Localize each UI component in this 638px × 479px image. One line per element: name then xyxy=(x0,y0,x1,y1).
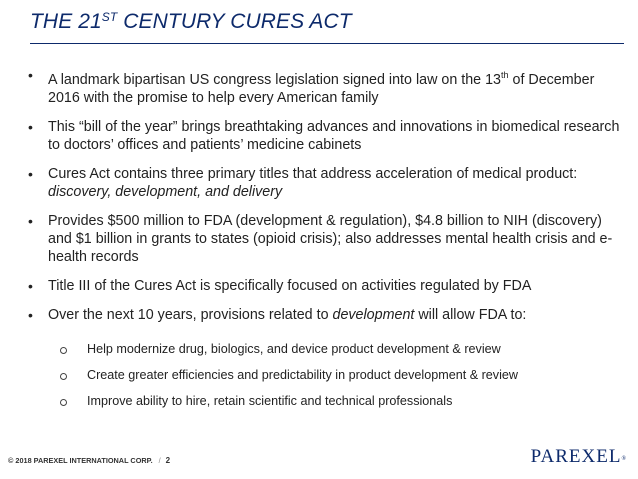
bullet-item xyxy=(28,66,624,107)
bullet-text: This “bill of the year” brings breathtaking advances and innovations in biomedical research to doctors’ offices and patients’ medicine cabinets xyxy=(48,119,620,153)
sub-bullet-item xyxy=(60,341,620,357)
bullet-icon: • xyxy=(28,213,33,229)
sub-bullet-list xyxy=(60,341,620,419)
sub-bullet-text: Create greater efficiencies and predictability in product development & review xyxy=(87,368,518,382)
bullet-icon: • xyxy=(28,119,33,135)
copyright-text: © 2018 PAREXEL INTERNATIONAL CORP. xyxy=(8,456,153,465)
bullet-text: A landmark bipartisan US congress legislation signed into law on the 13th of December 2016 with the promise to help every American family xyxy=(48,70,595,106)
bullet-text: Provides $500 million to FDA (development & regulation), $4.8 billion to NIH (discovery) and $1 billion in grants to states (opioid crisis); also addresses mental health crisis and e-health records xyxy=(48,213,613,265)
sub-bullet-item xyxy=(60,367,620,383)
bullet-text: Title III of the Cures Act is specifically focused on activities regulated by FDA xyxy=(48,278,532,294)
bullet-text: Cures Act contains three primary titles that address acceleration of medical product: discovery, development, and delivery xyxy=(48,166,578,200)
bullet-list xyxy=(28,66,624,335)
sub-bullet-item xyxy=(60,393,620,409)
sub-bullet-text: Improve ability to hire, retain scientific and technical professionals xyxy=(87,394,453,408)
bullet-icon: • xyxy=(28,278,33,294)
footer-separator: / xyxy=(158,456,161,465)
circle-bullet-icon xyxy=(60,399,67,406)
parexel-logo: PAREXEL® xyxy=(530,446,626,467)
sub-bullet-text: Help modernize drug, biologics, and device product development & review xyxy=(87,342,501,356)
bullet-icon: • xyxy=(28,307,33,323)
bullet-item xyxy=(28,277,624,295)
page-number: 2 xyxy=(165,456,171,465)
title-divider xyxy=(30,43,624,44)
footer xyxy=(8,456,170,465)
circle-bullet-icon xyxy=(60,347,67,354)
bullet-item xyxy=(28,118,624,154)
bullet-item xyxy=(28,165,624,201)
bullet-icon: • xyxy=(28,67,33,83)
bullet-item xyxy=(28,212,624,266)
bullet-icon: • xyxy=(28,166,33,182)
bullet-item xyxy=(28,306,624,324)
slide-title: THE 21ST CENTURY CURES ACT xyxy=(30,10,352,33)
bullet-text: Over the next 10 years, provisions related to development will allow FDA to: xyxy=(48,307,527,323)
circle-bullet-icon xyxy=(60,373,67,380)
